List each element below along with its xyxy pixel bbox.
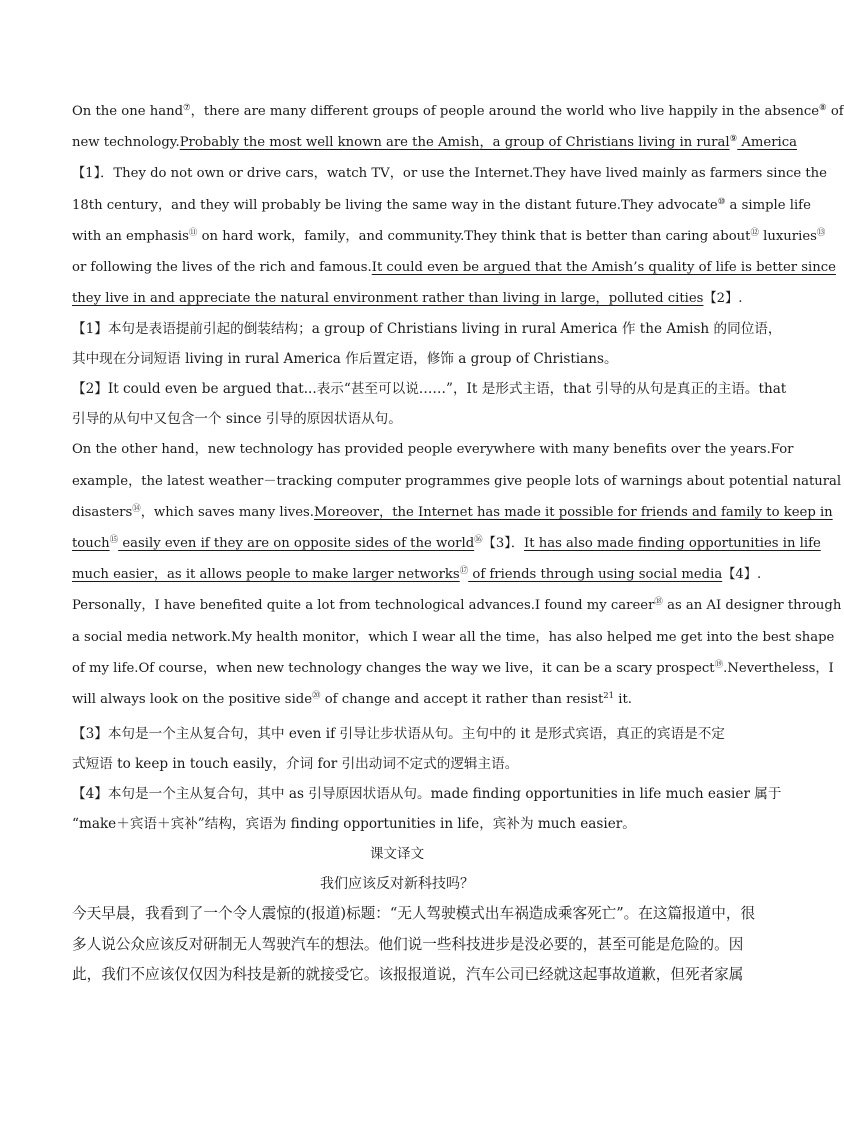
text-line — [72, 590, 842, 621]
text-run: 【3】． — [482, 536, 525, 552]
text-line — [72, 622, 835, 653]
vocab-marker: ⑭ — [132, 503, 141, 514]
text-run: of my life.Of course，when new technology changes the way we live，it can be a scary prospect — [72, 660, 715, 676]
text-line — [72, 559, 762, 590]
text-run: it. — [614, 692, 632, 708]
underlined-text: they live in and appreciate the natural environment rather than living in large，polluted cities — [72, 291, 704, 307]
text-run: On the other hand，new technology has provided people everywhere with many benefits over the years.For — [72, 442, 794, 458]
vocab-marker: ⑲ — [714, 659, 724, 670]
text-run: 18th century，and they will probably be living the same way in the distant future.They advocate — [72, 197, 718, 213]
text-line — [72, 127, 797, 158]
passage-paragraph-benefits — [72, 434, 842, 715]
text-run: new technology. — [72, 135, 180, 151]
vocab-marker: ⑳ — [312, 691, 321, 702]
text-line — [72, 434, 794, 465]
underlined-text: Probably the most well known are the Amish，a group of Christians living in rural — [179, 135, 730, 151]
text-run: a simple life — [725, 197, 811, 213]
translation-title: 我们应该反对新科技吗？ — [320, 876, 474, 893]
vocab-marker: ⑪ — [188, 227, 198, 238]
vocab-marker: ⑨ — [729, 134, 738, 145]
passage-paragraph-amish — [72, 96, 844, 314]
underlined-text: touch — [72, 536, 110, 552]
underlined-text: of friends through using social media — [468, 567, 723, 583]
vocab-marker: ⑮ — [109, 535, 119, 546]
note-line: “make＋宾语＋宾补”结构，宾语为 finding opportunities in life，宾补为 much easier。 — [72, 816, 636, 833]
text-line — [72, 96, 844, 127]
vocab-marker: ⑬ — [816, 227, 826, 238]
underlined-text: Moreover，the Internet has made it possible for friends and family to keep in — [314, 504, 833, 520]
text-line — [72, 653, 834, 684]
text-run: with an emphasis — [72, 228, 189, 244]
text-run: 【2】. — [703, 291, 743, 307]
vocab-marker: ⑩ — [717, 196, 726, 207]
text-run: on hard work，family，and community.They think that is better than caring about — [197, 228, 751, 244]
note-line: 【2】It could even be argued that...表示“甚至可以说……”，It 是形式主语，that 引导的从句是真正的主语。that — [72, 381, 787, 398]
text-run: disasters — [72, 504, 133, 520]
vocab-marker: ⑯ — [474, 535, 483, 546]
text-run: a social media network.My health monitor，which I wear all the time，has also helped me get into the best shape — [72, 629, 835, 645]
vocab-marker: ⑫ — [750, 227, 759, 238]
vocab-marker: ⑦ — [183, 103, 191, 113]
notes-block-1-2 — [72, 314, 787, 434]
underlined-text: much easier，as it allows people to make larger networks — [72, 567, 460, 583]
note-line: 【1】本句是表语提前引起的倒装结构；a group of Christians living in rural America 作 the Amish 的同位语， — [72, 321, 782, 338]
text-run: Personally，I have benefited quite a lot from technological advances.I found my career — [72, 598, 655, 614]
text-run: as an AI designer through — [662, 598, 842, 614]
text-line — [72, 283, 743, 314]
translation-text — [72, 899, 756, 991]
text-line — [72, 528, 821, 559]
text-run: of — [826, 104, 844, 119]
notes-block-3-4 — [72, 719, 782, 839]
translation-line: 今天早晨，我看到了一个令人震惊的(报道)标题：“无人驾驶模式出车祸造成乘客死亡”。在这篇报道中，很 — [72, 905, 756, 923]
text-run: On the one hand — [72, 104, 184, 119]
text-line — [72, 684, 722, 715]
text-run: ，there are many different groups of people around the world who live happily in the absence — [190, 104, 820, 119]
text-line — [72, 158, 827, 189]
note-line: 【4】本句是一个主从复合句，其中 as 引导原因状语从句。made finding opportunities in life much easier 属于 — [72, 786, 782, 803]
underlined-text: It could even be argued that the Amish’s quality of life is better since — [371, 260, 836, 276]
text-run: 【4】. — [722, 567, 762, 583]
text-line — [72, 221, 826, 252]
text-line — [72, 497, 833, 528]
underlined-text: It has also made finding opportunities in life — [524, 536, 821, 552]
note-line: 【3】本句是一个主从复合句，其中 even if 引导让步状语从句。主句中的 it 是形式宾语，真正的宾语是不定 — [72, 726, 725, 743]
note-line: 式短语 to keep in touch easily，介词 for 引出动词不定式的逻辑主语。 — [72, 756, 519, 773]
text-run: ，which saves many lives. — [140, 504, 315, 520]
vocab-marker: ⑧ — [819, 103, 827, 113]
vocab-marker: 21 — [603, 691, 615, 702]
text-run: luxuries — [758, 228, 817, 244]
underlined-text: easily even if they are on opposite sides of the world — [118, 536, 475, 552]
translation-heading: 课文译文 — [369, 846, 425, 863]
text-line — [72, 252, 836, 283]
underlined-text: America — [737, 135, 797, 151]
vocab-marker: ⑰ — [459, 566, 469, 577]
note-line: 其中现在分词短语 living in rural America 作后置定语，修饰 a group of Christians。 — [72, 351, 618, 368]
note-line: 引导的从句中又包含一个 since 引导的原因状语从句。 — [72, 411, 402, 428]
text-run: of change and accept it rather than resist — [320, 692, 604, 708]
text-line — [72, 190, 811, 221]
text-run: .Nevertheless，I — [723, 660, 834, 676]
text-run: will always look on the positive side — [72, 692, 313, 708]
text-run: example，the latest weather－tracking computer programmes give people lots of warnings about potential natural — [72, 473, 842, 489]
text-run: 【1】．They do not own or drive cars，watch TV，or use the Internet.They have lived mainly as farmers since the — [72, 166, 827, 182]
vocab-marker: ⑱ — [654, 597, 663, 608]
text-line — [72, 466, 842, 497]
text-run: or following the lives of the rich and famous. — [72, 260, 372, 276]
translation-line: 此，我们不应该仅仅因为科技是新的就接受它。该报报道说，汽车公司已经就这起事故道歉，但死者家属 — [72, 966, 744, 984]
translation-line: 多人说公众应该反对研制无人驾驶汽车的想法。他们说一些科技进步是没必要的，甚至可能是危险的。因 — [72, 935, 744, 953]
document-page — [72, 96, 844, 991]
